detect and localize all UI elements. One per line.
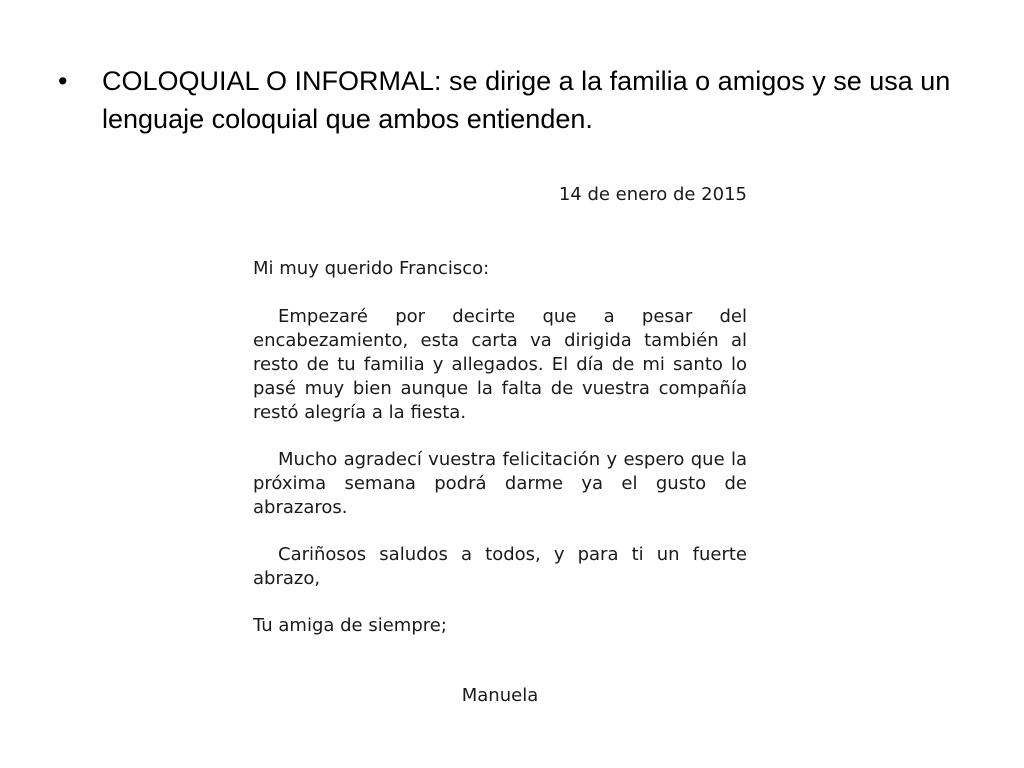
letter-paragraph: Cariñosos saludos a todos, y para ti un fuerte abrazo, bbox=[253, 544, 747, 589]
bullet-text: COLOQUIAL O INFORMAL: se dirige a la familia o amigos y se usa un lenguaje coloquial que ambos entienden. bbox=[102, 66, 951, 134]
letter-date: 14 de enero de 2015 bbox=[558, 184, 747, 205]
bullet-point bbox=[58, 62, 958, 138]
bullet-icon: • bbox=[58, 66, 68, 96]
letter-signature: Manuela bbox=[461, 685, 539, 706]
letter-example bbox=[253, 183, 747, 708]
letter-closing: Tu amiga de siempre; bbox=[253, 615, 447, 636]
letter-paragraph: Mucho agradecí vuestra felicitación y espero que la próxima semana podrá darme ya el gusto de abrazaros. bbox=[253, 449, 747, 518]
letter-greeting: Mi muy querido Francisco: bbox=[253, 258, 490, 279]
letter-paragraph: Empezaré por decirte que a pesar del encabezamiento, esta carta va dirigida también al resto de tu familia y allegados. El día de mi santo lo pasé muy bien aunque la falta de vuestra compañía restó alegría a la fiesta. bbox=[253, 306, 747, 423]
